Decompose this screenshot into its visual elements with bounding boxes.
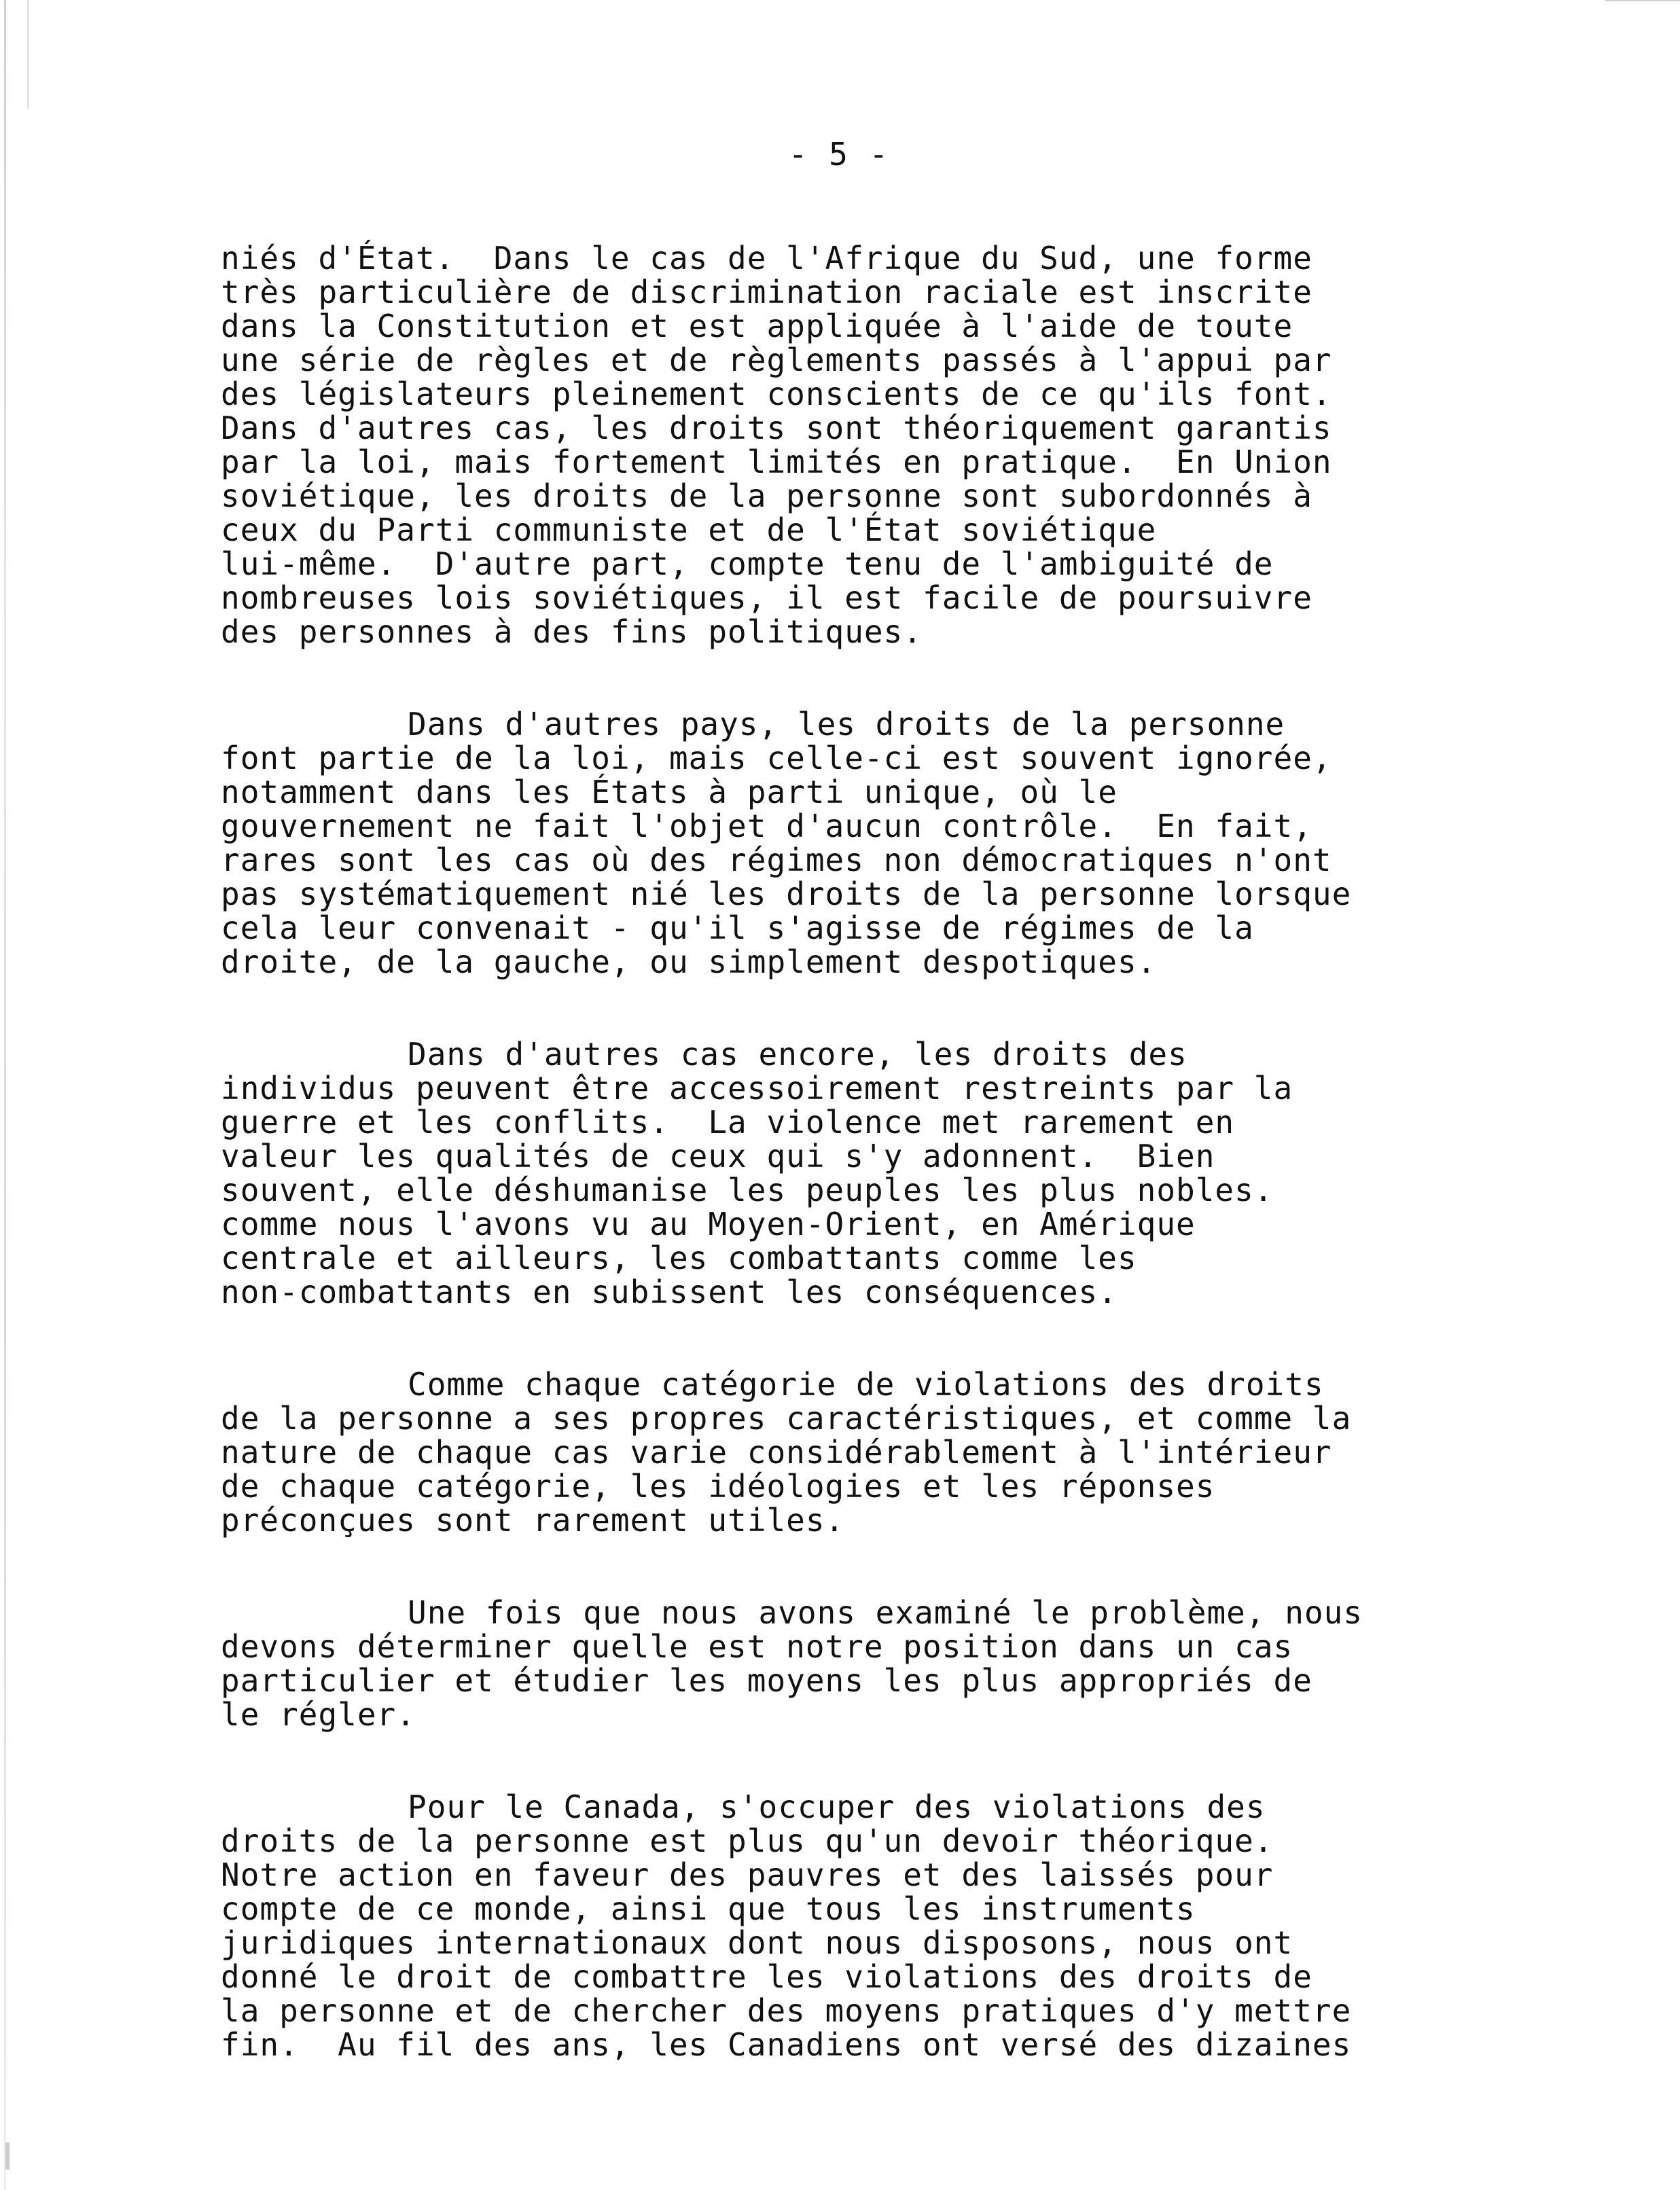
paragraph — [221, 1790, 1444, 2062]
paragraph-first-line: niés d'État. Dans le cas de l'Afrique du Sud, une forme — [221, 240, 1312, 276]
paragraph-first-line: Une fois que nous avons examiné le problème, nous — [408, 1594, 1363, 1631]
paragraph-line: très particulière de discrimination raciale est inscrite — [221, 274, 1312, 310]
paragraph-line: droits de la personne est plus qu'un devoir théorique. — [221, 1823, 1274, 1859]
paragraph-line: droite, de la gauche, ou simplement despotiques. — [221, 944, 1157, 980]
paragraph-line: pas systématiquement nié les droits de la personne lorsque — [221, 876, 1352, 912]
paragraph-line: de la personne a ses propres caractéristiques, et comme la — [221, 1400, 1352, 1437]
scan-left-edge — [4, 0, 6, 2190]
paragraph-line: des législateurs pleinement conscients de ce qu'ils font. — [221, 376, 1332, 412]
paragraph — [221, 241, 1444, 649]
paragraph-first-line: Pour le Canada, s'occuper des violations des — [408, 1789, 1266, 1825]
paragraph-line: gouvernement ne fait l'objet d'aucun contrôle. En fait, — [221, 808, 1312, 844]
paragraph-line: soviétique, les droits de la personne sont subordonnés à — [221, 478, 1312, 514]
paragraph-line: comme nous l'avons vu au Moyen-Orient, en Amérique — [221, 1206, 1196, 1242]
paragraph — [221, 1367, 1444, 1537]
paragraph-line: nature de chaque cas varie considérablement à l'intérieur — [221, 1434, 1332, 1471]
paragraph-line: juridiques internationaux dont nous disposons, nous ont — [221, 1924, 1293, 1961]
paragraph-first-line: Dans d'autres cas encore, les droits des — [408, 1036, 1187, 1073]
paragraph-line: lui-même. D'autre part, compte tenu de l'ambiguité de — [221, 545, 1274, 582]
document-body — [221, 241, 1444, 2120]
paragraph-line: devons déterminer quelle est notre position dans un cas — [221, 1628, 1293, 1665]
paragraph-line: de chaque catégorie, les idéologies et les réponses — [221, 1468, 1215, 1505]
paragraph-line: préconçues sont rarement utiles. — [221, 1502, 845, 1539]
paragraph-line: font partie de la loi, mais celle-ci est souvent ignorée, — [221, 740, 1332, 776]
paragraph-line: donné le droit de combattre les violations des droits de — [221, 1958, 1312, 1995]
paragraph-line: souvent, elle déshumanise les peuples les plus nobles. — [221, 1172, 1274, 1208]
paragraph-line: rares sont les cas où des régimes non démocratiques n'ont — [221, 842, 1332, 878]
scan-bottom-mark — [5, 2142, 10, 2170]
paragraph-line: cela leur convenait - qu'il s'agisse de régimes de la — [221, 910, 1254, 946]
scan-top-rule — [1605, 0, 1680, 1]
paragraph-line: la personne et de chercher des moyens pratiques d'y mettre — [221, 1992, 1352, 2029]
scan-binding-mark — [27, 0, 29, 109]
paragraph-line: individus peuvent être accessoirement restreints par la — [221, 1070, 1293, 1107]
paragraph-line: Notre action en faveur des pauvres et des laissés pour — [221, 1856, 1274, 1893]
paragraph-line: ceux du Parti communiste et de l'État soviétique — [221, 511, 1157, 548]
paragraph — [221, 707, 1444, 979]
paragraph — [221, 1037, 1444, 1309]
paragraph-line: non-combattants en subissent les conséquences. — [221, 1274, 1118, 1310]
paragraph-first-line: Dans d'autres pays, les droits de la personne — [408, 706, 1285, 742]
paragraph-line: valeur les qualités de ceux qui s'y adonnent. Bien — [221, 1138, 1215, 1174]
paragraph-line: centrale et ailleurs, les combattants comme les — [221, 1240, 1137, 1276]
paragraph-line: le régler. — [221, 1696, 416, 1733]
page-number: - 5 - — [788, 136, 890, 173]
paragraph-line: guerre et les conflits. La violence met rarement en — [221, 1104, 1235, 1141]
paragraph — [221, 1596, 1444, 1731]
paragraph-first-line: Comme chaque catégorie de violations des droits — [408, 1366, 1324, 1403]
paragraph-line: compte de ce monde, ainsi que tous les instruments — [221, 1890, 1196, 1927]
paragraph-line: par la loi, mais fortement limités en pratique. En Union — [221, 444, 1332, 480]
paragraph-line: fin. Au fil des ans, les Canadiens ont versé des dizaines — [221, 2026, 1352, 2063]
paragraph-line: des personnes à des fins politiques. — [221, 613, 923, 650]
paragraph-line: particulier et étudier les moyens les plus appropriés de — [221, 1662, 1312, 1699]
paragraph-line: Dans d'autres cas, les droits sont théoriquement garantis — [221, 410, 1332, 446]
paragraph-line: notamment dans les États à parti unique, où le — [221, 774, 1118, 810]
paragraph-line: une série de règles et de règlements passés à l'appui par — [221, 342, 1332, 378]
paragraph-line: dans la Constitution et est appliquée à l'aide de toute — [221, 308, 1293, 344]
paragraph-line: nombreuses lois soviétiques, il est facile de poursuivre — [221, 579, 1312, 616]
